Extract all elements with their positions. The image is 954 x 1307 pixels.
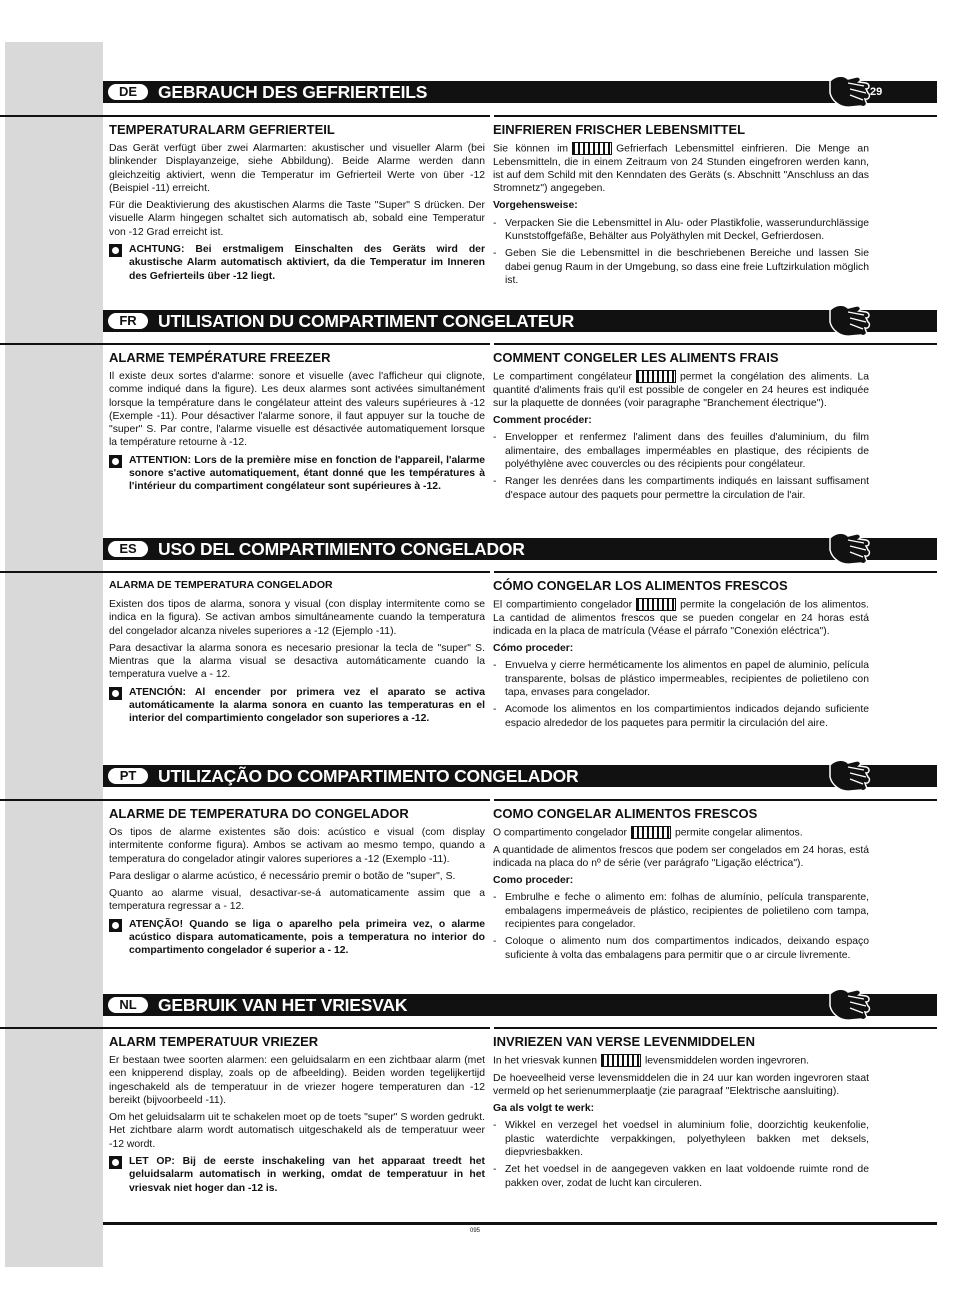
warning-icon [109,1156,122,1169]
warning-icon [109,687,122,700]
left-paragraph-2: Für die Deaktivierung des akustischen Alarms die Taste "Super" S drücken. Der visuelle Alarm hingegen schaltet sich automatisch ab, sobald eine Temperatur von -12 Grad erreicht ist. [109,200,485,238]
procedure-label: Cómo proceder: [493,643,574,655]
warning-text: ATENCIÓN: Al encender por primera vez el aparato se activa automáticamente la alarma sonora en cuanto las temperaturas en el interior del compartimiento congelador son superiores a -12. [129,686,485,725]
warning-note [109,918,485,958]
page-number: 29 [870,86,883,98]
section-title: GEBRUIK VAN HET VRIESVAK [158,995,408,1015]
list-item: - Envelopper et renfermez l'aliment dans des feuilles d'aluminium, du film alimentaire, des emballages imperméables en plastique, des récipients de polyéthylène avec couvercles ou des récipients pour congélateur. [493,431,869,471]
warning-icon [109,455,122,468]
section-rule-left [0,571,490,573]
footer-code: 095 [470,1228,481,1234]
section-title: USO DEL COMPARTIMIENTO CONGELADOR [158,539,525,559]
section-rule-left [0,1027,490,1029]
right-heading: CÓMO CONGELAR LOS ALIMENTOS FRESCOS [493,578,788,593]
right-paragraph-1: Sie können im Gefrierfach Lebensmittel einfrieren. Die Menge an Lebensmitteln, die in einem Zeitraum von 24 Stunden eingefroren werden kann, ist auf dem Schild mit den Kenndaten des Geräts (s. Abschnitt "Anschluss an das Stromnetz") angegeben. [493,143,869,195]
section-title: UTILISATION DU COMPARTIMENT CONGELATEUR [158,311,575,331]
procedure-list [493,431,869,501]
section-rule-right [494,799,937,801]
list-item: - Verpacken Sie die Lebensmittel in Alu- oder Plastikfolie, wasserundurchlässige Kunststoffgefäße, Behälter aus Polyäthylen mit Deckel, Gefrierdosen. [493,217,869,244]
warning-text: ACHTUNG: Bei erstmaligem Einschalten des Geräts wird der akustische Alarm automatisch aktiviert, da die Temperatur im Inneren des Gefrierteils über -12 liegt. [129,244,485,282]
hand-icon [826,300,872,340]
hand-icon [826,755,872,795]
language-tag: DE [108,84,148,100]
section-rule-left [0,115,490,117]
procedure-list [493,659,869,729]
section-header [103,310,937,332]
freezer-stars-icon [601,1054,641,1067]
right-paragraph-2: A quantidade de alimentos frescos que podem ser congelados em 24 horas, está indicada na placa do nº de série (ver parágrafo "Ligação eléctrica"). [493,844,869,869]
left-paragraph-2: Para desligar o alarme acústico, é necessário premir o botão de "super", S. [109,870,456,882]
left-heading: TEMPERATURALARM GEFRIERTEIL [109,122,335,137]
right-column [493,806,869,966]
left-column [109,578,485,726]
hand-icon [826,71,872,111]
hand-icon [826,984,872,1024]
procedure-list [493,217,869,287]
warning-text: ATENÇÃO! Quando se liga o aparelho pela primeira vez, o alarme acústico dispara automaticamente, pois a temperatura no interior do compartimento congelador é superior a - 12. [129,918,485,957]
section-rule-right [494,1027,937,1029]
list-item: - Wikkel en verzegel het voedsel in aluminium folie, doorzichtig keukenfolie, plastic waterdichte verpakkingen, polyethyleen bakken met deksels, diepvriesbakken. [493,1119,869,1159]
language-tag: PT [108,768,148,784]
language-tag: FR [108,313,148,329]
list-item: - Zet het voedsel in de aangegeven vakken en laat voldoende ruimte rond de pakken over, zodat de lucht kan circuleren. [493,1163,869,1190]
section-header [103,538,937,560]
warning-text: LET OP: Bij de eerste inschakeling van het apparaat treedt het geluidsalarm automatisch in werking, omdat de temperatuur in het vriesvak niet hoger dan -12 is. [129,1156,485,1194]
section-header [103,81,937,103]
procedure-label: Vorgehensweise: [493,200,578,212]
section-rule-right [494,115,937,117]
section-title: UTILIZAÇÃO DO COMPARTIMENTO CONGELADOR [158,766,579,786]
section-rule-right [494,343,937,345]
right-paragraph-1: In het vriesvak kunnen levensmiddelen worden ingevroren. [493,1055,810,1067]
procedure-list [493,891,869,961]
warning-icon [109,244,122,257]
left-paragraph-2: Para desactivar la alarma sonora es necesario presionar la tecla de "super" S. Mientras que la alarma visual se desactiva automáticamente cuando la temperatura vuelve a - 12. [109,642,485,681]
warning-note [109,243,485,283]
freezer-stars-icon [636,598,676,611]
list-item: - Embrulhe e feche o alimento em: folhas de alumínio, película transparente, embalagens impermeáveis de plástico, recipientes de polietileno com tampa, recipientes para congelador. [493,891,869,931]
footer-rule [103,1222,937,1225]
list-item: - Ranger les denrées dans les compartiments indiqués en laissant suffisament d'espace autour des paquets pour permettre la circulation de l'air. [493,475,869,502]
procedure-label: Ga als volgt te werk: [493,1103,595,1115]
warning-note [109,454,485,494]
hand-icon [826,528,872,568]
right-paragraph-1: El compartimiento congelador permite la congelación de los alimentos. La cantidad de alimentos frescos que se pueden congelar en 24 horas está indicada en la placa de matrícula (Véase el párrafo "Conexión eléctrica"). [493,599,869,637]
procedure-label: Comment procéder: [493,415,592,427]
right-column [493,350,869,506]
left-column [109,350,485,494]
left-heading: ALARMA DE TEMPERATURA CONGELADOR [109,579,333,591]
right-heading: COMO CONGELAR ALIMENTOS FRESCOS [493,806,758,821]
right-heading: EINFRIEREN FRISCHER LEBENSMITTEL [493,122,746,137]
page-sidebar [5,42,103,1267]
left-paragraph-1: Il existe deux sortes d'alarme: sonore et visuelle (avec l'afficheur qui clignote, comme indiqué dans la figure). Les deux alarmes sont activées simultanément lorsque la température dans le congélateur atteint des valeurs supérieures à -12 (Exemple -11). Pour désactiver l'alarme sonore, il faut appuyer sur la touche de "super" S. Par contre, l'alarme visuelle est désactivée automatiquement lorsque la température retourne à -12. [109,371,485,449]
left-paragraph-1: Os tipos de alarme existentes são dois: acústico e visual (com display intermitente conforme figura). Ambos se activam ao mesmo tempo, quando a temperatura do congelador atingir valores superiores a -12 (Exemplo -11). [109,827,485,865]
list-item: - Acomode los alimentos en los compartimientos indicados dejando suficiente espacio alrededor de los paquetes para permitir la circulación del aire. [493,703,869,730]
procedure-list [493,1119,869,1189]
left-heading: ALARME TEMPÉRATURE FREEZER [109,350,331,365]
section-rule-left [0,799,490,801]
right-column [493,122,869,291]
section-rule-right [494,571,937,573]
right-column [493,1034,869,1194]
left-heading: ALARME DE TEMPERATURA DO CONGELADOR [109,806,409,821]
section-header [103,765,937,787]
left-paragraph-2: Om het geluidsalarm uit te schakelen moet op de toets "super" S worden gedrukt. Het zichtbare alarm wordt automatisch uitgeschakeld als de temperatuur weer -12 wordt. [109,1112,485,1150]
freezer-stars-icon [636,370,676,383]
left-paragraph-1: Das Gerät verfügt über zwei Alarmarten: akustischer und visueller Alarm (bei blinkender Displayanzeige, siehe Abbildung). Beide Alarme werden dann gleichzeitig aktiviert, wenn die Temperatur im Gefrierteil Werte von über -12 (Beispiel -11) erreicht. [109,143,485,194]
warning-note [109,1155,485,1195]
right-paragraph-1: O compartimento congelador permite congelar alimentos. [493,827,803,839]
left-paragraph-1: Existen dos tipos de alarma, sonora y visual (con display intermitente como se indica en la figura). Se activan ambos simultáneamente cuando la temperatura del congelador alcanza niveles superiores a -12 (Ejemplo -11). [109,599,485,637]
warning-icon [109,919,122,932]
language-tag: NL [108,997,148,1013]
left-column [109,1034,485,1195]
left-paragraph-1: Er bestaan twee soorten alarmen: een geluidsalarm en een zichtbaar alarm (met een knipperend display, zoals op de afbeelding). Beiden worden tegelijkertijd ingeschakeld als de temperatuur in de vriezer hogere temperaturen dan -12 bereikt (bijvoorbeeld -11). [109,1055,485,1106]
left-paragraph-3: Quanto ao alarme visual, desactivar-se-á automaticamente assim que a temperatura regressar a - 12. [109,888,485,913]
procedure-label: Como proceder: [493,875,574,887]
right-paragraph-2: De hoeveelheid verse levensmiddelen die in 24 uur kan worden ingevroren staat vermeld op het serienummerplaatje (zie paragraaf "Elektrische aansluiting). [493,1072,869,1097]
list-item: - Geben Sie die Lebensmittel in die beschriebenen Bereiche und lassen Sie dabei genug Raum in der Umgebung, so dass eine freie Luftzirkulation möglich ist. [493,247,869,287]
list-item: - Envuelva y cierre herméticamente los alimentos en papel de aluminio, película transparente, bolsas de plástico impermeables, recipientes de polietileno con tapa, envases para congelador. [493,659,869,699]
section-rule-left [0,343,490,345]
section-header [103,994,937,1016]
right-heading: COMMENT CONGELER LES ALIMENTS FRAIS [493,350,779,365]
left-heading: ALARM TEMPERATUUR VRIEZER [109,1034,319,1049]
freezer-stars-icon [572,142,612,155]
left-column [109,806,485,958]
language-tag: ES [108,541,148,557]
right-column [493,578,869,734]
list-item: - Coloque o alimento num dos compartimentos indicados, deixando espaço suficiente à volta das embalagens para permitir que o ar circule livremente. [493,935,869,962]
right-paragraph-1: Le compartiment congélateur permet la congélation des aliments. La quantité d'aliments frais qu'il est possible de congeler en 24 heures est indiquée sur la plaquette de données (voir paragraphe "Branchement électrique"). [493,371,869,409]
section-title: GEBRAUCH DES GEFRIERTEILS [158,82,428,102]
freezer-stars-icon [631,826,671,839]
right-heading: INVRIEZEN VAN VERSE LEVENMIDDELEN [493,1034,755,1049]
warning-text: ATTENTION: Lors de la première mise en fonction de l'appareil, l'alarme sonore s'active automatiquement, étant donné que les températures à l'intérieur du compartiment congélateur sont supérieures à -12. [129,454,485,493]
warning-note [109,686,485,726]
left-column [109,122,485,283]
